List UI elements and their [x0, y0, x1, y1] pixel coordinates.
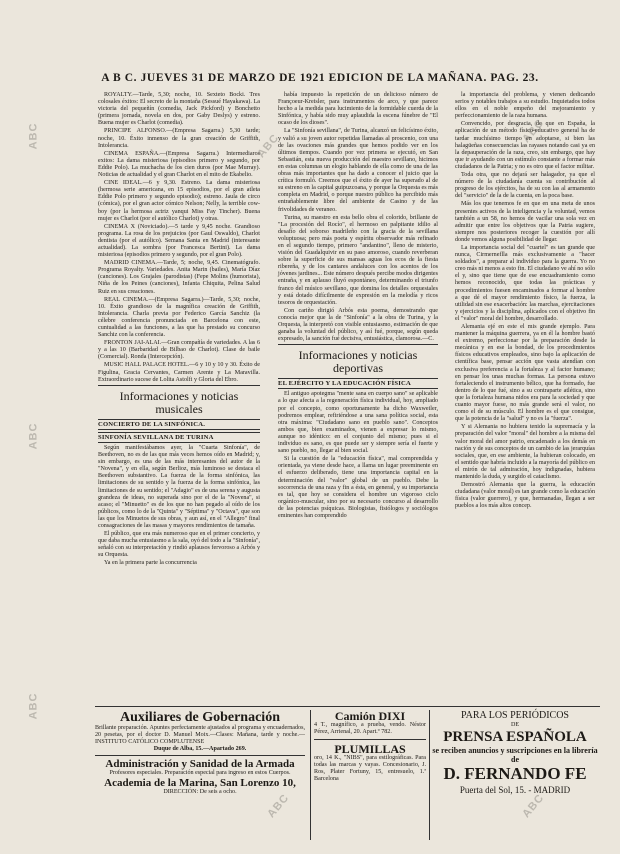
column-middle: [278, 92, 438, 521]
watermark-stamp: ABC: [520, 116, 547, 146]
watermark-stamp: ABC: [27, 122, 40, 150]
article-paragraph: Alemania ejé en este el mis grande ejemplo. Para mantener la máquina guerrera, ya en él la hombre bastó el extremo, perfeccionar por la preparación desde la mecánica y en ese la bondad, de los procedimientos físicos educativos empleados, sino bajo la aplicación de científica base, pensar acción que vasta atendían con exclusiva preferencia a la fortaleza y al factor humano; en pensar los unas muchas formas. La persona estuvo fortaleciendo el instrumento bélico, que ha formado, fue dentro de lo que fué, sino a su contraparte atlética, sino que la fortaleza humana nidos era para la sociedad y que cuanto mayor fuese, no más grande será el valor, no como el de su músculo. El hombre es el que consigue, que la potencia de la "salud" y no es la "fuerza".: [455, 324, 595, 423]
article-paragraph: Y si Alemania no hubiera tenido la supremacía y la preparación del valor "moral" del hombre a la misma del valor moral del amor patrio, encadenado a los demás en nación y de sus conceptos de un cambio de las jerarquías sociales, que, en ese ambiente, la hubieran colocado, en el sentido que habría incluido a la mayoría del público en el mirón de tal admiración, hoy indignadas, hubiera mantenido la duda, y surgido el cataclismo.: [455, 424, 595, 480]
section-title-sports: Informaciones y noticias deportivas: [298, 348, 418, 376]
article-paragraph: El público, que era más numeroso que en el primer concierto, y que daba mucha entusiasmo a la sala, oyó del todo a la "Sinfonía", señaló con su interpretación y rindió aplausos fervoroso a Arbós y su Orquesta.: [98, 531, 261, 559]
watermark-stamp: ABC: [255, 131, 282, 161]
article-paragraph: El antiguo apotegma "mente sana en cuerpo sano" se aplicable a lo que afecta a la regeneración física individual, hoy, ampliado por el concepto, como oportunamente ha dicho Waxweiler, podremos emplear, refiriéndose a una sana política social, esta otra máxima: "Ciudadano sano en pueblo sano". Conceptos ambos que, bien examinados, vienen a expresar lo mismo, aunque no idéntico: en el conjunto del mismo; pues si el individuo es sano, es que puede ser y siempre sería el fuerte y sano pueblo, no, llegar al bien social.: [278, 391, 438, 455]
watermark-stamp: ABC: [520, 791, 547, 821]
subhead-army: EL EJÉRCITO Y LA EDUCACIÓN FÍSICA: [278, 378, 438, 389]
article-paragraph: había impuesto la repetición de un delicioso número de Françoeur-Kreisler, para instrumentos de arco, y que parece hecho a la medida para lucimiento de la formidable cuerda de la Sinfónica, y había sido muy aplaudida la escena fúnebre de "El ocaso de los dioses".: [278, 92, 438, 127]
ad-direction: DIRECCIÓN: De seis a ocho.: [163, 789, 237, 796]
listing-paragraph: REAL CINEMA.—(Empresa Sagarra.)—Tarde, 5,30; noche, 10. Éxito grandioso de la magnífica creación de Griffith, Intolerancia. Charla previa por Federico García Sanchiz (la célebre conferencia pronunciada en Barcelona con este, cuntualidad a las funciones, a las que ha prestado su concurso Sanchiz con la conferencia.: [98, 296, 260, 339]
subhead-symphony: SINFONÍA SEVILLANA DE TURINA: [98, 432, 260, 443]
article-paragraph: la importancia del problema, y vienen dedicando serios y notables trabajos a su estudio. Inquietados todos ellos en el noble empeño del mejoramiento y perfeccionamiento de la raza humana.: [455, 92, 595, 120]
article-paragraph: Toda otra, que no dejará ser halagador, ya que el número de la ciudadanía cuenta su contribución al progreso de los ejércitos, ha de su con las al armamento del "servicio" de la de la cuenta, en la poca base.: [455, 172, 595, 200]
ad-line: DE: [510, 722, 520, 728]
ad-line: se reciben anuncios y suscripciones en la librería de: [432, 746, 598, 765]
ad-text: 4 T., magnífico, a prueba, vendo. Néstor Pérez, Arrienal, 20. Apart.º 782.: [314, 722, 426, 736]
article-paragraph: La "Sinfonía sevillana", de Turina, alcanzó un felicísimo éxito, y valió a su joven autor repetidas llamadas al proscenio, con una de las ovaciones más grandes que hemos podido ver en los últimos tiempos. Cuando por vez primera se ejecutó, en San Sebastián, esta nueva producción del maestro sevillano, hicimos en estas columnas un elogio hablando de ella como de una de las obras más importantes que ha dado a conocer el juicio que la crítica formuló. Creemos que el éxito de ayer ha superado al de su estreno en la capital guipuzcoana, y porque la Orquesta es más completa en Madrid, o porque nuestro público ha percibido más entrañablemente libre del ambiente de Casino y de las frivolidades de veraneo.: [278, 128, 438, 213]
ad-line: PARA LOS PERIÓDICOS: [461, 710, 569, 721]
ad-gobernacion: [95, 710, 305, 840]
article-paragraph: La importancia social del "cuartel" es tan grande que nunca, Cirmerneflla más exclusivamente a "hacer soldados", a preparar al individuo para la guerra. Yo no creo más ni menos a esto fin. El ciudadano ve ahí no sólo el y, sino que tiene que de ese encuadramiento como hemos reconocido, que todas las prácticas y procedimientos fuesen encaminados a formar al hombre a que dé el mayor rendimiento físico, la fuerza, la utilidad sin ese exacerbación: las marchas, ejercitaciones y ejercicios y la disciplina, aplicados con el objetivo fin el "valor" moral del hombre, desarrollado.: [455, 244, 595, 322]
article-paragraph: Con cariño dirigió Arbós esta poema, demostrando que conocía mejor que la de "Sinfonía" a la obra de Turina, y la Orquesta, la interpretó con visible entusiasmo, estimación de que ganaba la voluntad del público, y así fué, porque, según queda expresado, la sanción fué decisiva, entusiástica, clamorosa.—C.: [278, 307, 438, 343]
ad-text: Brillante preparación. Apuntes perfectamente ajustados al programa y encuadernados, 20 pesetas, por el doctor D. Manuel Moix.—Clases: Mañana, tarde y noche.—INSTITUTO CATÓLICO COMPLUTENSE: [95, 725, 305, 746]
ad-title-camion: Camión DIXI: [334, 709, 406, 723]
article-paragraph: Demostró Alemania que la guerra, la educación ciudadana (valor moral) es tan grande como la educación física (valor guerrero), y que, hermanadas, llegan a ser pueblos a los más altos concep.: [455, 482, 595, 510]
listing-paragraph: CINEMA ESPAÑA.—(Empresa Sagarra.) Intermediaros exitos: La dama misteriosa (episodios primero y segundo, por Eddie Polo). La muchacha de los cien duros (por Mae Murray). Noticias de actualidad y el gran Charlot en el mito de Ekabelio.: [98, 150, 260, 179]
ad-line: D. FERNANDO FE: [443, 764, 587, 784]
subhead-concert: CONCIERTO DE LA SINFÓNICA.: [98, 419, 260, 430]
divider: [98, 385, 260, 386]
ad-line: Puerta del Sol, 15. - MADRID: [459, 785, 571, 796]
article-paragraph: Según manifestábamos ayer, la "Cuarta Sinfonía", de Beethoven, no es de las que más veces hemos oído en Madrid; y, sin embargo, es una de las más interesantes del autor de la "Novena", y en ella, según Berlioz, más luminoso se destaca el Beethoven substantivo. La fuerza de la forma sinfónica, las limitaciones de su sentido y la fuerza de la forma sinfónica, las limitaciones de su sentido; el "Adagio" es de una serena y augusta grandeza de ideas, no superada sino por el de la "Novena", si acaso; el "Minuetto" es de los que no han pegado al oído de los públicos, como lo de la "Quinta" y "Séptima" y "Octava", que son las que los Minuetos de sus obras, y aun así, en el "Allegro" final consagraciones de las masas y mayores rendimientos de tamaña.: [98, 444, 260, 529]
section-title-music: Informaciones y noticias musicales: [119, 388, 239, 416]
ad-camion: [310, 710, 430, 840]
listing-paragraph: FRONTON JAI-ALAI.—Gran compañía de variedades. A las 6 y a las 10 (Barbaridad de Bilbao de Charlot). Clase de baile (Comercial). Ronda (Intercepción).: [98, 340, 260, 361]
ad-title-academia: Academia de la Marina, San Lorenzo 10,: [104, 777, 296, 790]
article-paragraph: Turina, su maestro en esta bello obra el colorido, brillante de "La procesión del Rocío", el hermoso en palpitante idilio al desafío del soborso madrileño con la gracia de la sevillana voluptuosa; pero más poeta y espíritu observador más refinado en el segundo tiempo, primero "andantino", lleno de misterio, visión del Guadalquivir en su paso amoroso, cuando reverberan sobre la superficie de sus mansas aguas los ecos de la fiesta ribereña, y de los cantares andaluces con los acentos de los jóvenes jardines... Este número después percibe modos dirigentes entraña, y en aplauso fluyó espontáneo, determinando el triunfo franco del músico sevillano, que domina los detalles orquestales y está dotado difícilmente de expresión en la melodía y ricos tesoros de orquestación.: [278, 214, 438, 306]
ad-text: Profesores especiales. Preparación especial para ingreso en estos Cuerpos.: [109, 770, 291, 777]
listing-paragraph: ROYALTY.—Tarde, 5,30; noche, 10. Sexteto Bocki. Tres colosales éxitos: El secreto de la montaña (Sessué Hayakawa). La victoria del pequeñín (comedia, Jack Pickford) y Bonchetto (primera jornada, novela en dos, por Gaby Deslys) y estreno. Buena mujer es Charlot (comedia).: [98, 92, 260, 127]
watermark-stamp: ABC: [27, 422, 40, 450]
ad-text: oro, 14 K., "NIBS", para estilográficas. Para todas las marcas y vayas. Concesionario, J. Ros, Plater Fortuny, 15, entresuelo, 1.ª Barcelona: [314, 755, 426, 783]
listing-paragraph: CINE IDEAL.—6 y 9,30. Estreno. La dama misteriosa (hermosa serie americana, en 15 episodios, por el gran atleta Eddie Polo primero y segundo episodio); estreno. Jaula de circo (cómica), por el gran actor cómico Nelson; Nelly, la terrible cow-boy (por la hermosa actriz yanqui Miss Fay Tincher). Buena mujer es Charlot (por el autólico Charlot) y otras.: [98, 180, 260, 222]
column-left: [98, 92, 260, 569]
article-paragraph: Ya en la primera parte la concurrencia: [104, 560, 197, 567]
article-paragraph: Más los que tenemos fe en que en una meta de unos presentes activos de la inteligencia y la voluntad, vemos también a un 58, no hemos de vacilar una sola vez en admitir que entre los objetivos que la Patria sugiere, siempre nos posteriores recoger la cuestión por allí donde vemos alguna posibilidad de llegar.: [455, 201, 595, 243]
divider: [95, 706, 600, 707]
listing-paragraph: MADRID CINEMA.—Tarde, 5; noche, 9,45. Cinematógrafo. Programa Royalty. Variedades. Anita Marin (bailes), María Díaz (canciones). Los Grajales (parodistas) (Fepe Molins (humorista), Niña de los Peines (canciones), Infanta Chiquita, Pelina Salud Ruiz en sus creaciones.: [98, 260, 260, 295]
divider: [278, 344, 438, 345]
watermark-stamp: ABC: [265, 791, 292, 821]
ad-prensa-espanola: [430, 710, 600, 840]
ad-title-plumillas: PLUMILLAS: [334, 742, 406, 757]
watermark-stamp: ABC: [27, 692, 40, 720]
article-paragraph: Si la cuestión de la "educación física", mal comprendida y orientada, ya viene desde hace, a llama un lugar preeminente en el esfuerzo deliberado, tiene una importancia capital en la determinación del "valor" global de un pueblo. Debe la socorrencia de una raza y fin a ésta, en general, y su importancia es tal, que hoy se considera el hombre un vigoroso ciclo orgánico-muscular, sino por su necesario concurso al desarrollo de las potencias psíquicas. Biologistas, fisiólogos y sociólogos eminentes han comprendido: [278, 456, 438, 519]
listing-paragraph: CINEMA X (Noviciado).—5 tarde y 9,45 noche. Grandioso programa. La rosa de los prejuicios (por Gaul Oswaldo), Charlot dentista (por el autólico). Semana Santa en Madrid (interesante actualidad). La sombra (por Francesca Bertini). La dama misteriosa (episodios primero y segundo, por el gran Polo).: [98, 223, 260, 259]
advertisement-row: [95, 710, 600, 840]
divider: [95, 755, 305, 756]
listing-paragraph: MUSIC HALL PALACE HOTEL.—6 y 10 y 10 y 30. Éxito de Figulina, Gracia Cervantes, Carmen Arente y La Maravilla. Extraordinario sucese de Lolita Astolfi y Gloria del Ebro.: [98, 362, 260, 383]
column-right: [455, 92, 595, 511]
ad-address: Duque de Alba, 15.—Apartado 269.: [153, 746, 247, 753]
ad-title: Auxiliares de Gobernación: [120, 710, 280, 725]
divider: [314, 739, 426, 740]
listing-paragraph: PRINCIPE ALFONSO.—(Empresa Sagarra.) 5,30 tarde; noche, 10. Éxito inmenso de la gran creación de Griffith, Intolerancia.: [98, 128, 260, 149]
article-paragraph: Convencido, por desgracia, de que en España, la aplicación de un método físico-educativo general ha de tardar muchísimo tiempo en adoptarse, si bien las halagüeñas consecuencias las rayases notando casi ya en la depauperación de la raza, creo, sin embargo, que hay que ir ayudando con un estímulo constante a formar más ciudadanos de la Patria; y no es otro que el factor militar.: [455, 121, 595, 170]
ad-title-armada: Administración y Sanidad de la Armada: [105, 758, 295, 771]
ad-line: PRENSA ESPAÑOLA: [443, 729, 587, 746]
page-header: A B C. JUEVES 31 DE MARZO DE 1921 EDICION DE LA MAÑANA. PAG. 23.: [101, 72, 539, 84]
